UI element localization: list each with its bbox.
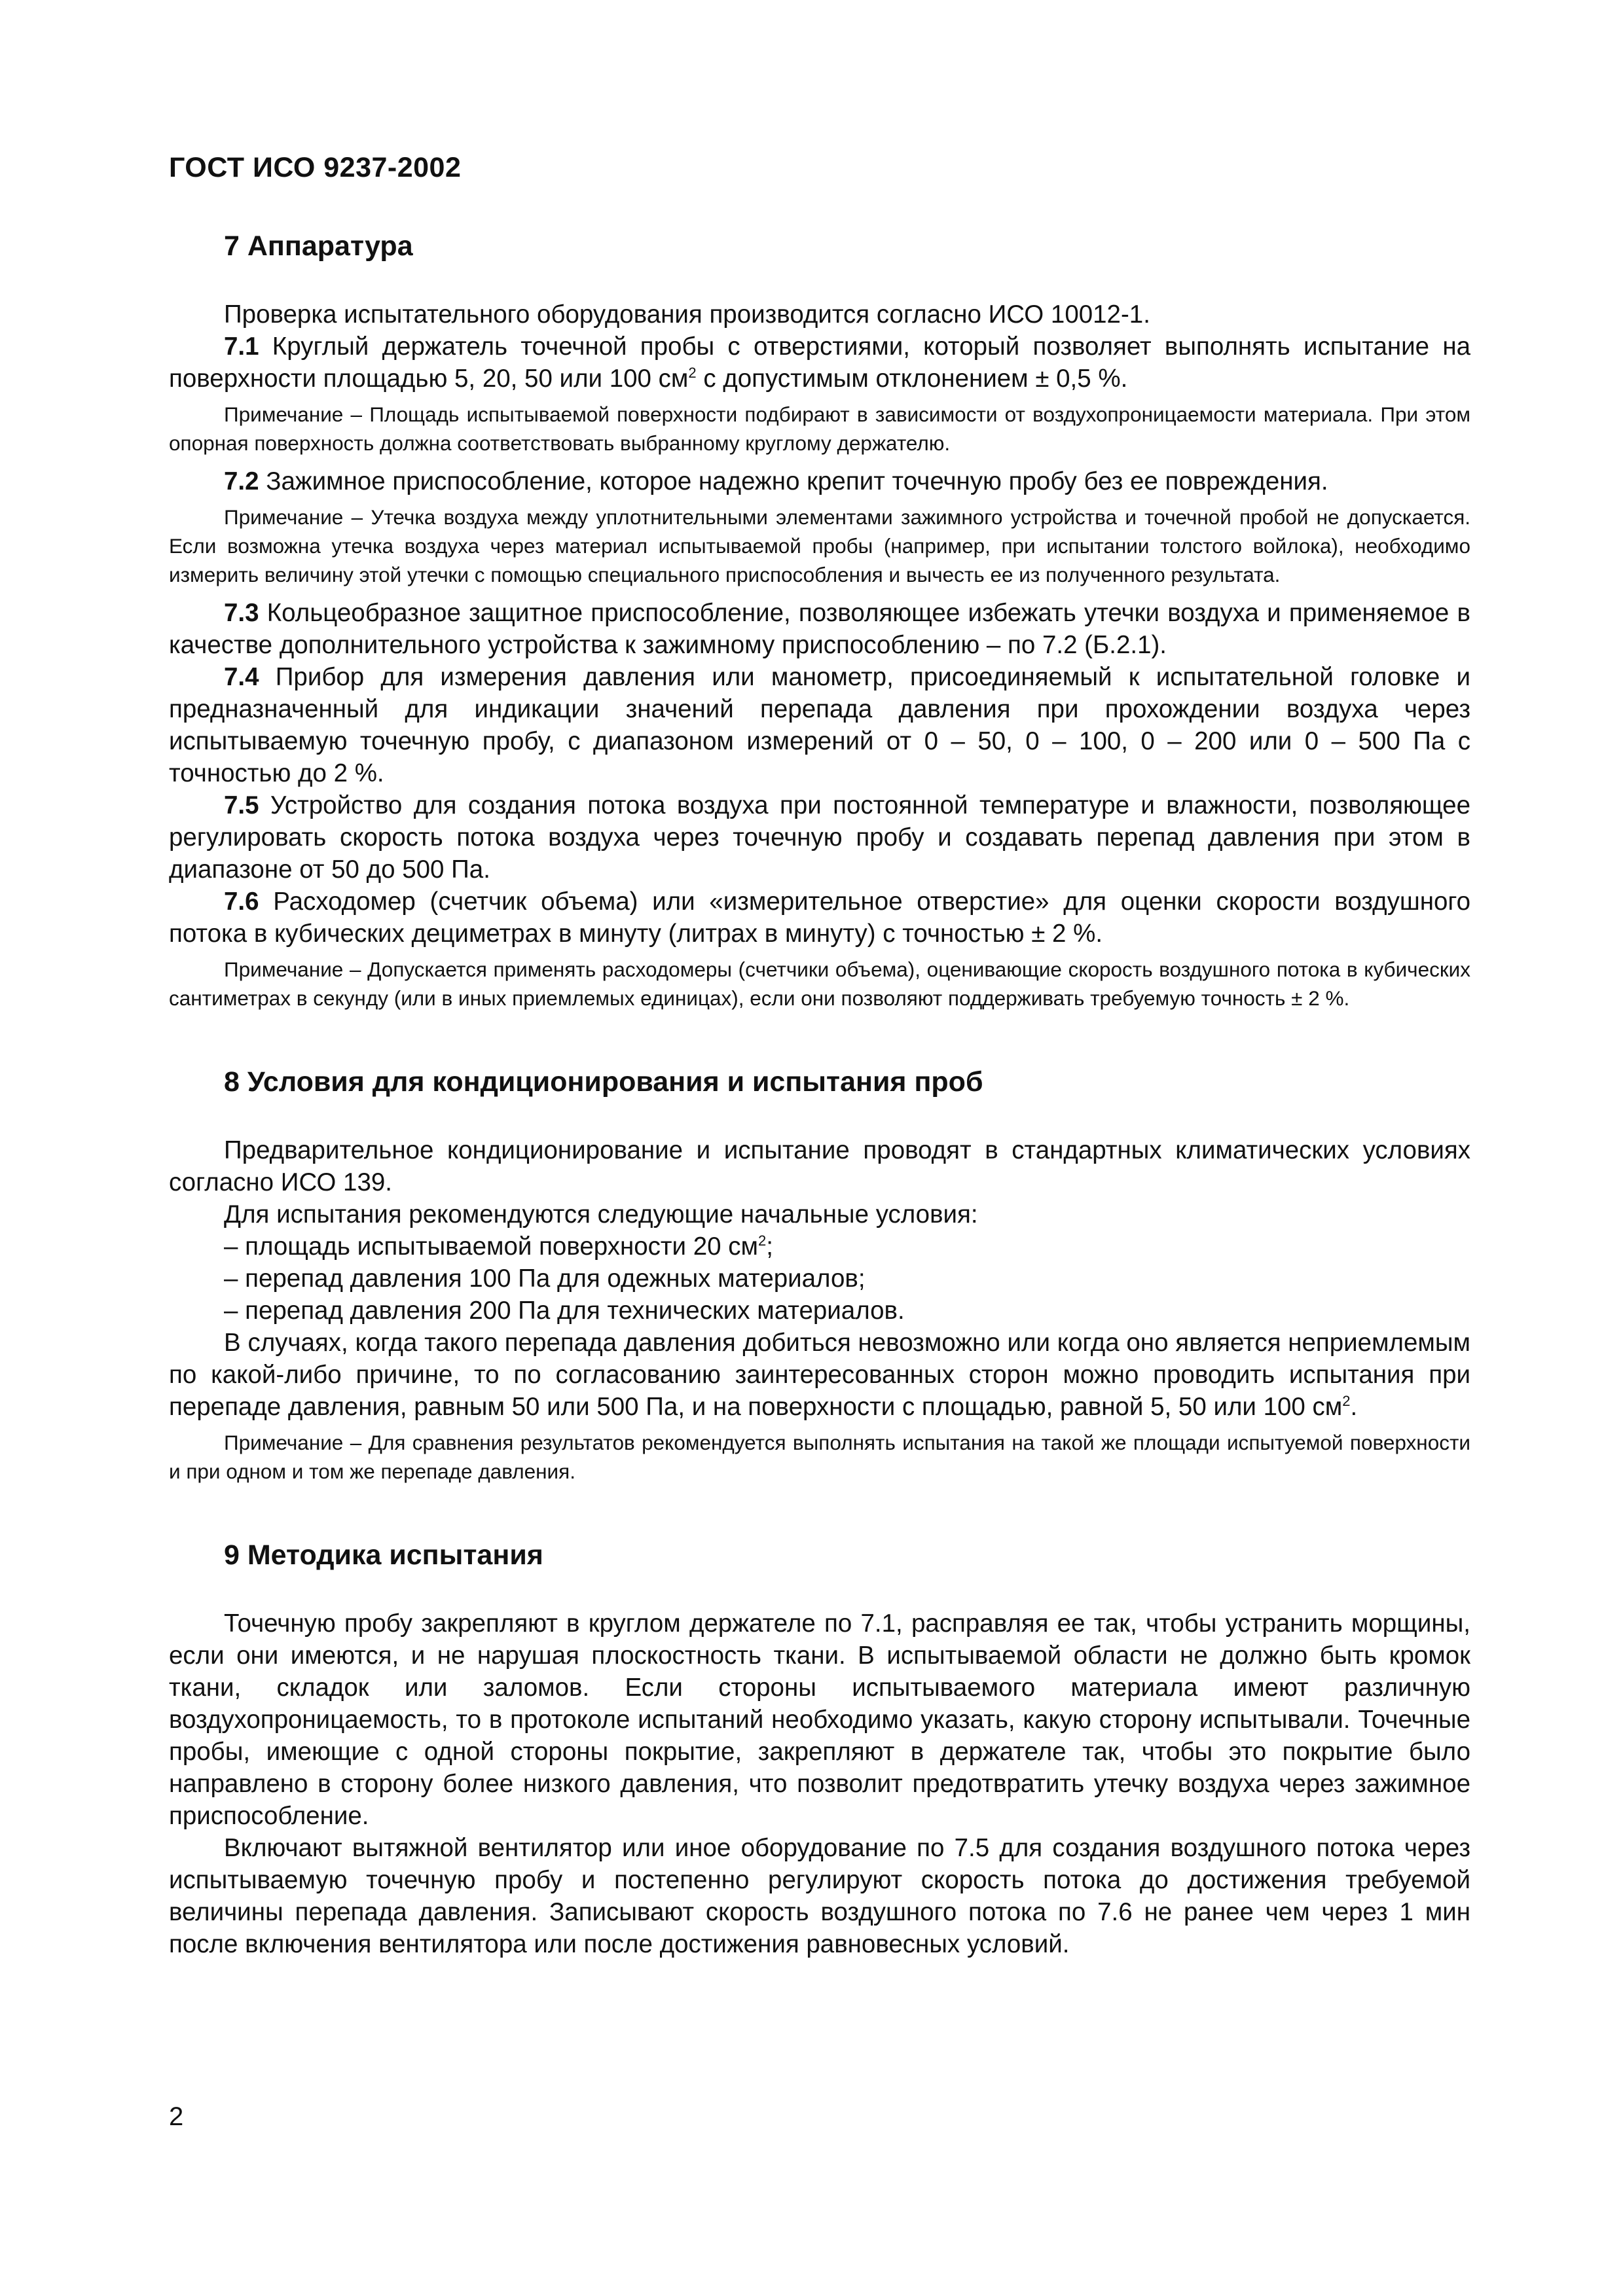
clause-text: Зажимное приспособление, которое надежно крепит точечную пробу без ее повреждения.: [259, 467, 1328, 495]
list-item: – перепад давления 100 Па для одежных материалов;: [224, 1265, 866, 1293]
document-header: ГОСТ ИСО 9237-2002: [169, 152, 462, 183]
note-7-1: Примечание – Площадь испытываемой поверхности подбирают в зависимости от воздухопроницаемости материала. При этом опорная поверхность должна соответствовать выбранному круглому держателю.: [169, 403, 1470, 455]
section-8-paragraph: Для испытания рекомендуются следующие начальные условия:: [224, 1200, 978, 1229]
list-item-text: ;: [766, 1232, 773, 1261]
superscript: 2: [1342, 1393, 1351, 1409]
clause-number: 7.1: [224, 332, 259, 361]
section-8-heading: 8 Условия для кондиционирования и испытания проб: [224, 1066, 983, 1098]
paragraph-text: В случаях, когда такого перепада давления добиться невозможно или когда оно является неприемлемым по какой-либо причине, то по согласованию заинтересованных сторон можно проводить испытания при перепаде давления, равным 50 или 500 Па, и на поверхности с площадью, равной 5, 50 или 100 см: [169, 1329, 1470, 1421]
clause-text: с допустимым отклонением ± 0,5 %.: [696, 365, 1128, 393]
list-item: – перепад давления 200 Па для технических материалов.: [224, 1297, 905, 1325]
document-body: [169, 228, 1470, 1960]
clause-number: 7.4: [224, 663, 259, 691]
section-9-heading: 9 Методика испытания: [224, 1539, 543, 1571]
note-7-6: Примечание – Допускается применять расходомеры (счетчики объема), оценивающие скорость воздушного потока в кубических сантиметрах в секунду (или в иных приемлемых единицах), если они позволяют поддерживать требуемую точность ± 2 %.: [169, 958, 1470, 1010]
superscript: 2: [758, 1232, 767, 1249]
clause-text: Прибор для измерения давления или манометр, присоединяемый к испытательной головке и предназначенный для индикации значений перепада давления при прохождении воздуха через испытываемую точечную пробу, с диапазоном измерений от 0 – 50, 0 – 100, 0 – 200 или 0 – 500 Па с точностью до 2 %.: [169, 663, 1470, 787]
clause-7-3: [169, 597, 1470, 661]
section-8-paragraph: [169, 1327, 1470, 1423]
note-8: Примечание – Для сравнения результатов рекомендуется выполнять испытания на такой же площади испытуемой поверхности и при одном и том же перепаде давления.: [169, 1431, 1470, 1483]
clause-7-4: [169, 661, 1470, 789]
clause-number: 7.2: [224, 467, 259, 495]
clause-text: Устройство для создания потока воздуха при постоянной температуре и влажности, позволяющее регулировать скорость потока воздуха через точечную пробу и создавать перепад давления при этом в диапазоне от 50 до 500 Па.: [169, 791, 1470, 884]
clause-7-5: [169, 789, 1470, 886]
clause-number: 7.3: [224, 599, 259, 627]
clause-text: Расходомер (счетчик объема) или «измерительное отверстие» для оценки скорости воздушного потока в кубических дециметрах в минуту (литрах в минуту) с точностью ± 2 %.: [169, 888, 1470, 948]
list-item-text: – площадь испытываемой поверхности 20 см: [224, 1232, 759, 1261]
section-8-paragraph: Предварительное кондиционирование и испытание проводят в стандартных климатических условиях согласно ИСО 139.: [169, 1136, 1470, 1196]
clause-7-1: [169, 331, 1470, 395]
list-item: [169, 1230, 1470, 1263]
page-number: 2: [169, 2102, 184, 2131]
note-7-2: Примечание – Утечка воздуха между уплотнительными элементами зажимного устройства и точечной пробой не допускается. Если возможна утечка воздуха через материал испытываемой пробы (например, при испытании толстого войлока), необходимо измерить величину этой утечки с помощью специального приспособления и вычесть ее из полученного результата.: [169, 505, 1470, 586]
section-9-paragraph: Точечную пробу закрепляют в круглом держателе по 7.1, расправляя ее так, чтобы устранить морщины, если они имеются, и не нарушая плоскостность ткани. В испытываемой области не должно быть кромок ткани, складок или заломов. Если стороны испытываемого материала имеют различную воздухопроницаемость, то в протоколе испытаний необходимо указать, какую сторону испытывали. Точечные пробы, имеющие с одной стороны покрытие, закрепляют в держателе так, чтобы это покрытие было направлено в сторону более низкого давления, что позволит предотвратить утечку воздуха через зажимное приспособление.: [169, 1609, 1470, 1830]
clause-text: Круглый держатель точечной пробы с отверстиями, который позволяет выполнять испытание на поверхности площадью 5, 20, 50 или 100 см: [169, 332, 1470, 393]
clause-number: 7.6: [224, 888, 259, 916]
section-7-intro: Проверка испытательного оборудования производится согласно ИСО 10012-1.: [224, 300, 1150, 329]
section-7-heading: 7 Аппаратура: [224, 230, 413, 262]
clause-7-6: [169, 886, 1470, 950]
paragraph-text: .: [1350, 1393, 1358, 1421]
clause-text: Кольцеобразное защитное приспособление, позволяющее избежать утечки воздуха и применяемое в качестве дополнительного устройства к зажимному приспособлению – по 7.2 (Б.2.1).: [169, 599, 1470, 659]
superscript: 2: [688, 365, 697, 381]
section-9-paragraph: Включают вытяжной вентилятор или иное оборудование по 7.5 для создания воздушного потока через испытываемую точечную пробу и постепенно регулируют скорость потока до достижения требуемой величины перепада давления. Записывают скорость воздушного потока по 7.6 не ранее чем через 1 мин после включения вентилятора или после достижения равновесных условий.: [169, 1834, 1470, 1958]
clause-number: 7.5: [224, 791, 259, 819]
clause-7-2: [169, 465, 1470, 497]
